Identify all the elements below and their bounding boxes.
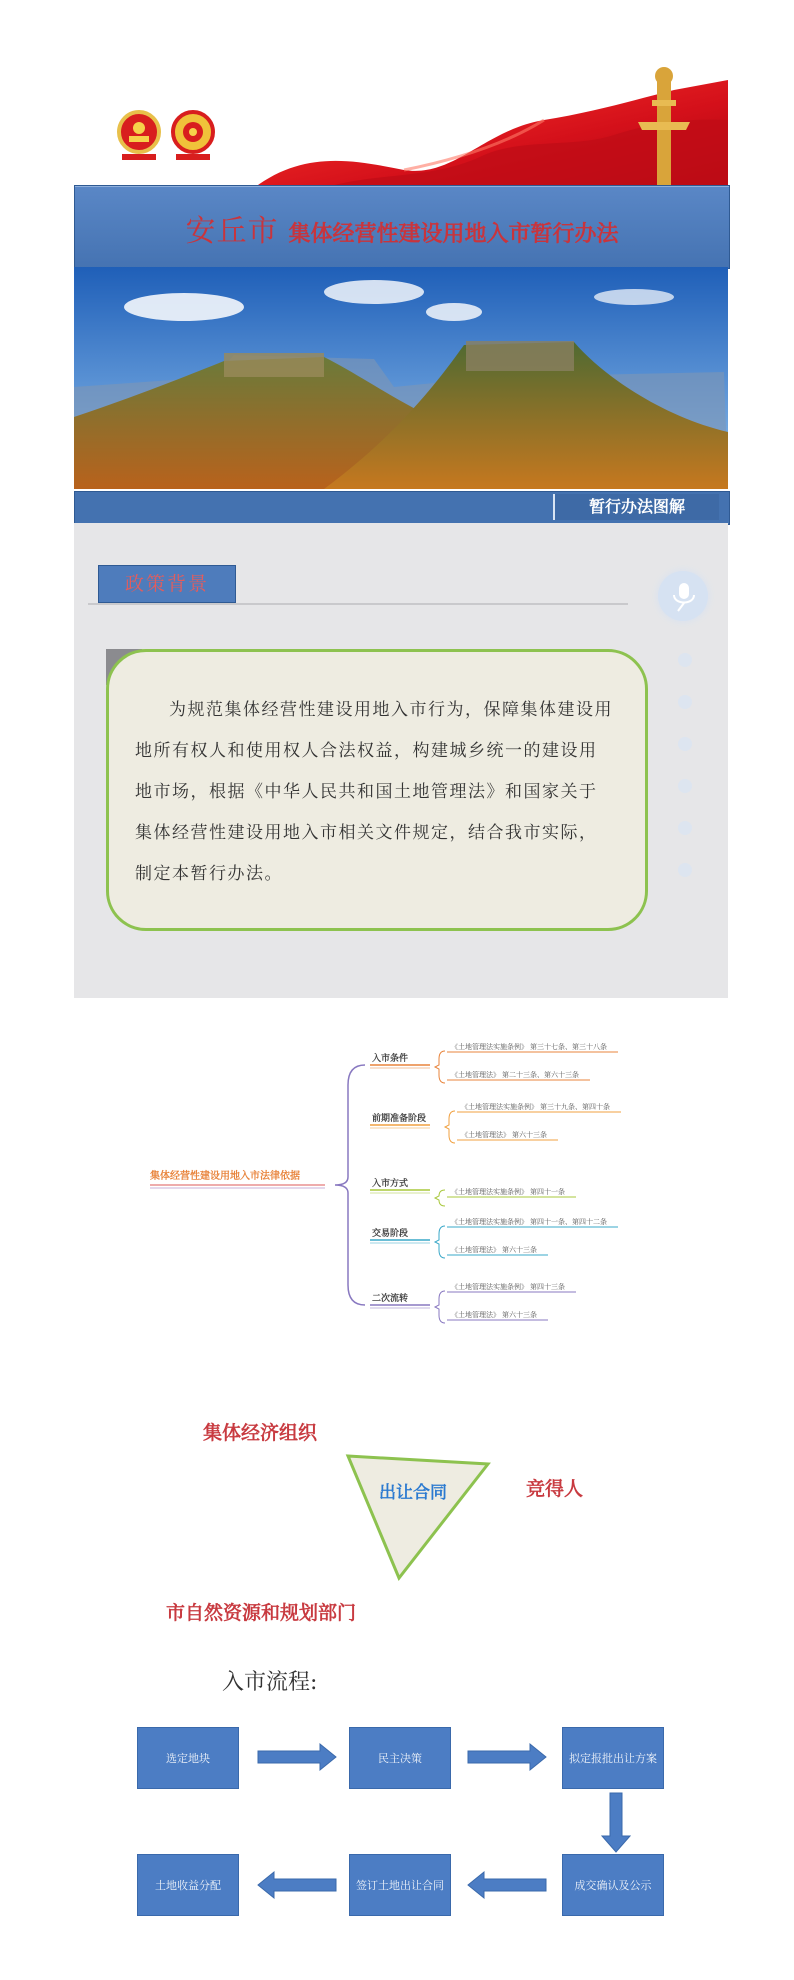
mindmap-root: 集体经营性建设用地入市法律依据	[150, 1171, 300, 1182]
step-sign-contract: 签订土地出让合同	[349, 1854, 451, 1916]
sub-tab-illustration[interactable]: 暂行办法图解	[553, 494, 719, 520]
legal-reference: 《土地管理法》 第六十三条	[451, 1312, 537, 1319]
item-bracket	[435, 1226, 445, 1258]
arrow-down-icon	[602, 1793, 630, 1852]
item-bracket	[435, 1291, 445, 1323]
policy-text-box	[106, 649, 648, 931]
decorative-dot	[678, 737, 692, 751]
step-draft-plan: 拟定报批出让方案	[562, 1727, 664, 1789]
decorative-dot	[678, 695, 692, 709]
contract-label: 出让合同	[379, 1483, 447, 1502]
policy-panel	[74, 523, 728, 998]
legal-reference: 《土地管理法》 第六十三条	[451, 1247, 537, 1254]
arrow-right-icon	[468, 1744, 546, 1770]
branch-label: 入市方式	[372, 1178, 409, 1188]
legal-reference: 《土地管理法实施条例》 第三十九条、第四十条	[461, 1104, 610, 1111]
top-banner	[74, 60, 728, 188]
policy-background-tab[interactable]: 政策背景	[98, 565, 236, 603]
item-bracket	[445, 1111, 455, 1143]
decorative-dot	[678, 863, 692, 877]
legal-reference: 《土地管理法实施条例》 第四十一条、第四十二条	[451, 1219, 607, 1226]
branch-label: 入市条件	[372, 1053, 409, 1063]
city-name: 安丘市	[185, 214, 279, 249]
legal-reference: 《土地管理法实施条例》 第三十七条、第三十八条	[451, 1044, 607, 1051]
branch-label: 二次流转	[372, 1293, 409, 1303]
legal-reference: 《土地管理法》 第二十三条、第六十三条	[451, 1072, 579, 1079]
policy-paragraph: 为规范集体经营性建设用地入市行为，保障集体建设用地所有权人和使用权人合法权益，构建城乡统一的建设用地市场，根据《中华人民共和国土地管理法》和国家关于集体经营性建设用地入市相关文件规定，结合我市实际，制定本暂行办法。	[135, 700, 613, 884]
step-revenue-distribution: 土地收益分配	[137, 1854, 239, 1916]
step-select-plot: 选定地块	[137, 1727, 239, 1789]
legal-reference: 《土地管理法》 第六十三条	[461, 1132, 547, 1139]
page-title: 集体经营性建设用地入市暂行办法	[288, 222, 619, 247]
step-democratic-decision: 民主决策	[349, 1727, 451, 1789]
legal-basis-mindmap	[110, 1040, 710, 1330]
step-confirm-publicize: 成交确认及公示	[562, 1854, 664, 1916]
item-bracket	[435, 1051, 445, 1083]
arrow-left-icon	[258, 1872, 336, 1898]
decorative-dot	[678, 653, 692, 667]
planning-dept-label: 市自然资源和规划部门	[166, 1602, 357, 1624]
arrow-right-icon	[258, 1744, 336, 1770]
contract-triangle	[343, 1452, 493, 1582]
landscape-photo	[74, 267, 728, 489]
branch-label: 前期准备阶段	[372, 1113, 427, 1123]
process-title: 入市流程:	[222, 1670, 318, 1695]
item-bracket	[435, 1190, 445, 1206]
title-bar	[74, 185, 730, 269]
decorative-dot	[678, 821, 692, 835]
winning-bidder-label: 竞得人	[526, 1478, 584, 1500]
legal-reference: 《土地管理法实施条例》 第四十三条	[451, 1284, 565, 1291]
branch-label: 交易阶段	[372, 1228, 409, 1238]
sub-header-bar	[74, 491, 730, 525]
arrow-left-icon	[468, 1872, 546, 1898]
main-bracket	[335, 1065, 365, 1305]
congress-emblem-icon	[170, 108, 216, 164]
decorative-dot	[678, 779, 692, 793]
legal-reference: 《土地管理法实施条例》 第四十一条	[451, 1189, 565, 1196]
divider	[88, 603, 628, 605]
mindmap-svg	[110, 1040, 710, 1330]
national-emblem-icon	[116, 108, 162, 164]
collective-org-label: 集体经济组织	[203, 1422, 318, 1444]
microphone-icon[interactable]	[658, 571, 708, 621]
